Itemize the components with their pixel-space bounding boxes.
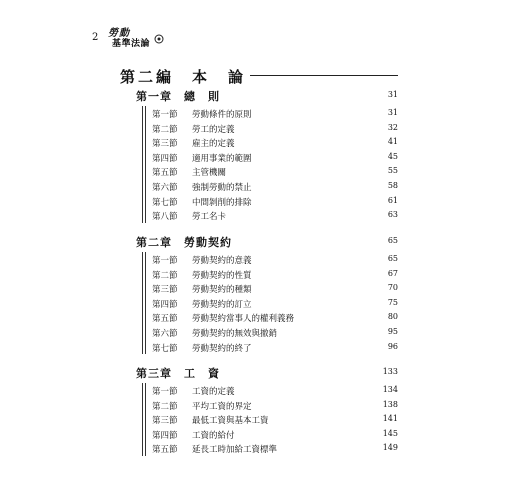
page-header bbox=[92, 24, 212, 52]
section-page: 95 bbox=[387, 326, 398, 336]
part-heading bbox=[120, 66, 398, 86]
section-page: 65 bbox=[387, 254, 398, 263]
section-title: 勞動契約的性質 bbox=[192, 270, 252, 281]
section-page: 41 bbox=[387, 137, 398, 147]
logo-bottom-text: 基準法論 bbox=[112, 39, 151, 49]
section-label: 第二節 bbox=[152, 401, 178, 412]
section-label: 第三節 bbox=[152, 416, 178, 427]
section-page: 80 bbox=[387, 312, 398, 322]
section-title: 工資的給付 bbox=[192, 430, 235, 441]
section-page: 134 bbox=[382, 385, 398, 394]
chapter-page: 133 bbox=[382, 367, 398, 376]
section-label: 第五節 bbox=[152, 314, 178, 325]
chapter-2 bbox=[136, 234, 398, 354]
chapter-title: 第二章 勞動契約 bbox=[136, 236, 232, 249]
section-title: 工資的定義 bbox=[192, 387, 235, 397]
page-number: 2 bbox=[92, 32, 99, 43]
section-page: 55 bbox=[387, 166, 398, 176]
section-title: 中間剝削的排除 bbox=[192, 197, 252, 208]
section-page: 138 bbox=[382, 399, 398, 409]
section-title: 勞動契約的訂立 bbox=[192, 299, 252, 310]
section-list bbox=[136, 383, 398, 456]
toc-entry[interactable] bbox=[152, 340, 398, 355]
section-label: 第一節 bbox=[152, 256, 178, 266]
section-page: 32 bbox=[387, 122, 398, 132]
section-page: 96 bbox=[387, 341, 398, 351]
chapter-1 bbox=[136, 88, 398, 223]
section-label: 第三節 bbox=[152, 285, 178, 296]
chapter-page: 65 bbox=[387, 236, 398, 245]
chapter-title: 第一章 總 則 bbox=[136, 90, 220, 103]
toc-entry[interactable] bbox=[152, 281, 398, 296]
section-title: 平均工資的界定 bbox=[192, 401, 252, 412]
section-title: 延長工時加給工資標準 bbox=[192, 445, 278, 456]
section-label: 第五節 bbox=[152, 168, 178, 179]
chapter-heading[interactable] bbox=[136, 365, 398, 381]
toc-entry[interactable] bbox=[152, 208, 398, 223]
toc-entry[interactable] bbox=[152, 164, 398, 179]
section-page: 141 bbox=[382, 414, 398, 424]
toc-entry[interactable] bbox=[152, 179, 398, 194]
toc-entry[interactable] bbox=[152, 267, 398, 282]
toc-entry[interactable] bbox=[152, 252, 398, 267]
section-title: 勞工的定義 bbox=[192, 124, 235, 135]
toc-entry[interactable] bbox=[152, 398, 398, 413]
logo-top-text: 勞動 bbox=[108, 28, 130, 39]
toc-entry[interactable] bbox=[152, 194, 398, 209]
toc-entry[interactable] bbox=[152, 383, 398, 398]
chapter-heading[interactable] bbox=[136, 88, 398, 104]
section-label: 第四節 bbox=[152, 299, 178, 310]
section-title: 主管機關 bbox=[192, 168, 227, 179]
toc-entry[interactable] bbox=[152, 427, 398, 442]
section-title: 雇主的定義 bbox=[192, 139, 235, 150]
section-title: 強制勞動的禁止 bbox=[192, 182, 252, 193]
toc-entry[interactable] bbox=[152, 150, 398, 165]
section-title: 勞動契約當事人的權利義務 bbox=[192, 314, 295, 325]
section-list bbox=[136, 252, 398, 354]
section-page: 58 bbox=[387, 180, 398, 190]
section-title: 勞動契約的無效與撤銷 bbox=[192, 328, 278, 339]
toc-entry[interactable] bbox=[152, 441, 398, 456]
toc-entry[interactable] bbox=[152, 135, 398, 150]
section-page: 31 bbox=[387, 108, 398, 117]
section-label: 第一節 bbox=[152, 387, 178, 397]
section-page: 67 bbox=[387, 268, 398, 278]
toc-entry[interactable] bbox=[152, 412, 398, 427]
section-page: 145 bbox=[382, 428, 398, 438]
part-title: 第二編 本 論 bbox=[120, 66, 250, 87]
section-label: 第二節 bbox=[152, 270, 178, 281]
toc-entry[interactable] bbox=[152, 325, 398, 340]
toc-entry[interactable] bbox=[152, 121, 398, 136]
chapter-3 bbox=[136, 365, 398, 456]
section-page: 61 bbox=[387, 195, 398, 205]
chapter-title: 第三章 工 資 bbox=[136, 367, 220, 380]
toc-entry[interactable] bbox=[152, 106, 398, 121]
section-label: 第六節 bbox=[152, 328, 178, 339]
section-label: 第二節 bbox=[152, 124, 178, 135]
section-title: 勞動契約的意義 bbox=[192, 256, 252, 266]
section-title: 勞動條件的原則 bbox=[192, 110, 252, 120]
section-page: 63 bbox=[387, 210, 398, 220]
section-page: 45 bbox=[387, 151, 398, 161]
emblem-icon bbox=[154, 34, 164, 44]
toc-entry[interactable] bbox=[152, 310, 398, 325]
section-label: 第八節 bbox=[152, 212, 178, 223]
section-page: 70 bbox=[387, 283, 398, 293]
section-page: 149 bbox=[382, 443, 398, 453]
section-title: 勞動契約的種類 bbox=[192, 285, 252, 296]
section-label: 第四節 bbox=[152, 430, 178, 441]
section-title: 勞動契約的終了 bbox=[192, 343, 252, 354]
section-title: 勞工名卡 bbox=[192, 212, 227, 223]
toc-entry[interactable] bbox=[152, 296, 398, 311]
section-label: 第四節 bbox=[152, 153, 178, 164]
section-title: 最低工資與基本工資 bbox=[192, 416, 269, 427]
section-page: 75 bbox=[387, 297, 398, 307]
chapter-heading[interactable] bbox=[136, 234, 398, 250]
section-label: 第六節 bbox=[152, 182, 178, 193]
book-logo bbox=[104, 24, 166, 52]
chapter-page: 31 bbox=[387, 90, 398, 99]
section-label: 第七節 bbox=[152, 343, 178, 354]
section-label: 第五節 bbox=[152, 445, 178, 456]
section-title: 適用事業的範圍 bbox=[192, 153, 252, 164]
section-label: 第七節 bbox=[152, 197, 178, 208]
section-label: 第一節 bbox=[152, 110, 178, 120]
section-label: 第三節 bbox=[152, 139, 178, 150]
section-list bbox=[136, 106, 398, 223]
